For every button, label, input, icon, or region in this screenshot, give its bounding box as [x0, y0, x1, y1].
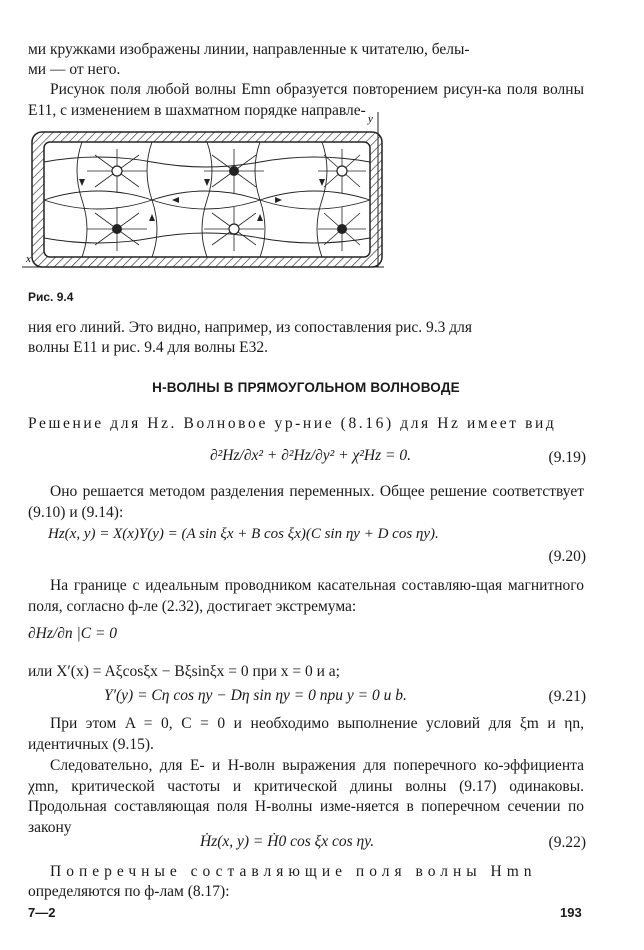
equation-9-20-number: (9.20) — [548, 548, 586, 565]
equation-9-22-number: (9.22) — [548, 834, 586, 851]
solution-lead: Решение для Hz. Волновое ур-ние (8.16) для Hz имеет вид — [28, 415, 557, 432]
x-axis-label: x — [26, 253, 31, 265]
solution-text-3: При этом A = 0, C = 0 и необходимо выполнение условий для ξm и ηn, идентичных (9.15). — [28, 715, 584, 753]
boundary-condition: ∂Hz/∂n |C = 0 — [28, 625, 118, 642]
figure-caption: Рис. 9.4 — [28, 290, 74, 304]
equation-9-19-number: (9.19) — [548, 449, 586, 466]
equation-9-21-number: (9.21) — [548, 688, 586, 705]
intro-line-2: ми — от него. — [28, 61, 121, 78]
after-figure-line-2: волны E11 и рис. 9.4 для волны E32. — [28, 339, 268, 356]
intro-line-1: ми кружками изображены линии, направленные к читателю, белы- — [28, 41, 470, 58]
solution-text-2: На границе с идеальным проводником касательная составляю-щая магнитного поля, согласно ф-ле (2.32), достигает экстремума: — [28, 577, 584, 615]
equation-9-20: Hz(x, y) = X(x)Y(y) = (A sin ξx + B cos ξx)(C sin ηy + D cos ηy). — [48, 526, 439, 542]
equation-9-22: Ḣz(x, y) = Ḣ0 cos ξx cos ηy. — [200, 833, 375, 850]
equation-y-derivative: Y′(y) = Cη cos ηy − Dη sin ηy = 0 при y = 0 и b. — [104, 687, 407, 704]
equation-x-derivative: или X′(x) = Aξcosξx − Bξsinξx = 0 при x = 0 и a; — [28, 663, 340, 680]
printer-signature: 7—2 — [28, 905, 56, 920]
y-axis-label: y — [368, 113, 373, 125]
solution-text-4: Следовательно, для E- и H-волн выражения для поперечного ко-эффициента χmn, критической частоты и критической длины волны (9.17) одинаковы. Продольная составляющая поля H-волны изме-няется в поперечном сечении по закону — [28, 757, 584, 836]
section-heading: H-ВОЛНЫ В ПРЯМОУГОЛЬНОМ ВОЛНОВОДЕ — [152, 380, 460, 395]
solution-text-1: Оно решается методом разделения переменных. Общее решение соответствует (9.10) и (9.14): — [28, 483, 584, 521]
solution-text-5a: Поперечные составляющие поля волны Hmn — [50, 863, 537, 880]
solution-text-5b: определяются по ф-лам (8.17): — [28, 883, 230, 900]
equation-9-19: ∂²Hz/∂x² + ∂²Hz/∂y² + χ²Hz = 0. — [210, 447, 411, 464]
intro-para-text: Рисунок поля любой волны Emn образуется повторением рисун-ка поля волны E11, с изменением в шахматном порядке направле- — [28, 81, 584, 119]
after-figure-line-1: ния его линий. Это видно, например, из сопоставления рис. 9.3 для — [28, 319, 473, 336]
waveguide-field-figure — [22, 112, 402, 282]
page-number: 193 — [560, 905, 582, 920]
